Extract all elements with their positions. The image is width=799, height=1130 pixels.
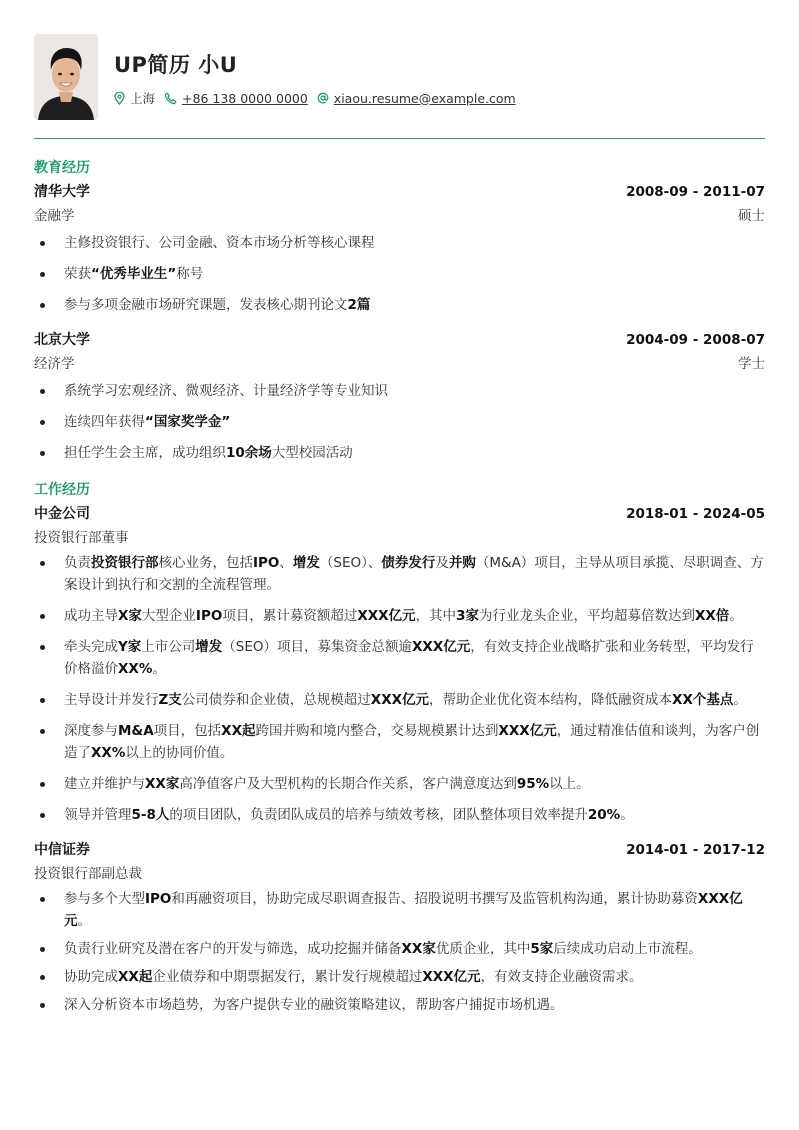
bullet-text: ，有效支持企业融资需求。 <box>480 969 643 985</box>
bullet-text: 领导并管理 <box>64 807 132 823</box>
bullet-text: 项目，累计募资额超过 <box>222 608 358 624</box>
bullet-emphasis: 增发 <box>292 555 320 571</box>
bullet-emphasis: 5-8人 <box>131 807 170 823</box>
bullet-text: 企业债券和中期票据发行，累计发行规模超过 <box>152 969 423 985</box>
bullet-emphasis: X家 <box>118 608 142 624</box>
bullet-text: 高净值客户及大型机构的长期合作关系，客户满意度达到 <box>179 776 517 792</box>
bullet-item <box>34 552 765 596</box>
entry-dates: 2014-01 - 2017-12 <box>626 842 765 858</box>
email-link[interactable]: xiaou.resume@example.com <box>333 90 516 106</box>
bullet-item <box>34 689 765 711</box>
bullet-emphasis: 债券发行 <box>381 555 436 571</box>
header-info <box>114 34 525 107</box>
bullet-text: 和再融资项目，协助完成尽职调查报告、招股说明书撰写及监管机构沟通，累计协助募资 <box>171 891 698 907</box>
bullet-text: 为行业龙头企业，平均超募倍数达到 <box>478 608 695 624</box>
bullet-emphasis: Y家 <box>118 639 142 655</box>
entry-sub-row <box>34 352 765 372</box>
candidate-name: UP简历 小U <box>114 53 238 77</box>
bullet-text: ，通过精准估值和谈判，为客户创造了 <box>64 723 760 761</box>
bullet-text: 上市公司 <box>141 639 196 655</box>
bullet-item <box>34 938 765 960</box>
bullet-emphasis: IPO <box>145 891 172 907</box>
avatar <box>34 34 98 120</box>
entry-dates: 2008-09 - 2011-07 <box>626 184 765 200</box>
bullet-text: 称号 <box>176 266 204 282</box>
bullet-emphasis: XXX亿元 <box>498 723 557 739</box>
resume-header <box>34 34 765 120</box>
bullet-text: 跨国并购和境内整合，交易规模累计达到 <box>255 723 499 739</box>
resume-page <box>34 34 765 1016</box>
bullet-text: 的项目团队，负责团队成员的培养与绩效考核，团队整体项目效率提升 <box>169 807 588 823</box>
bullet-item <box>34 442 765 464</box>
bullet-text: 建立并维护与 <box>64 776 145 792</box>
bullet-emphasis: XX家 <box>401 941 436 957</box>
degree: 硕士 <box>738 208 765 224</box>
bullet-text: 深入分析资本市场趋势，为客户提供专业的融资策略建议，帮助客户捕捉市场机遇。 <box>64 997 564 1013</box>
bullet-emphasis: XX% <box>91 745 126 761</box>
bullet-emphasis: XX倍 <box>694 608 730 624</box>
education-entry-tsinghua <box>34 181 765 316</box>
entry-dates: 2018-01 - 2024-05 <box>626 506 765 522</box>
company-name: 中金公司 <box>34 506 90 522</box>
email-item[interactable] <box>317 91 516 106</box>
bullet-emphasis: XXX亿元 <box>357 608 416 624</box>
phone-item[interactable] <box>164 91 308 106</box>
major: 金融学 <box>34 208 75 224</box>
bullet-emphasis: Z支 <box>158 692 182 708</box>
bullet-emphasis: XXX亿元 <box>64 891 743 929</box>
bullet-text: 系统学习宏观经济、微观经济、计量经济学等专业知识 <box>64 383 388 399</box>
bullet-emphasis: XX个基点 <box>672 692 734 708</box>
education-entry-pku <box>34 329 765 464</box>
phone-link[interactable]: +86 138 0000 0000 <box>182 90 308 106</box>
bullet-item <box>34 411 765 433</box>
entry-sub-row <box>34 204 765 224</box>
education-section <box>34 157 765 464</box>
work-entry-citic <box>34 839 765 1016</box>
bullet-emphasis: XX起 <box>221 723 256 739</box>
bullet-text: 担任学生会主席，成功组织 <box>64 445 226 461</box>
bullet-text: 深度参与 <box>64 723 118 739</box>
bullet-text: 。 <box>620 807 634 823</box>
bullet-text: 以上的协同价值。 <box>125 745 234 761</box>
bullet-text: （SEO）、 <box>319 555 382 571</box>
bullet-emphasis: XX% <box>118 661 153 677</box>
bullet-emphasis: 10余场 <box>226 445 272 461</box>
bullet-list <box>34 552 765 826</box>
bullet-text: 协助完成 <box>64 969 118 985</box>
bullet-text: 、 <box>279 555 293 571</box>
education-section-title: 教育经历 <box>34 160 90 176</box>
bullet-emphasis: 5家 <box>530 941 554 957</box>
entry-sub-row <box>34 862 765 882</box>
bullet-text: 荣获 <box>64 266 91 282</box>
bullet-item <box>34 232 765 254</box>
bullet-text: 。 <box>152 661 166 677</box>
location-text: 上海 <box>130 91 156 106</box>
bullet-text: 。 <box>729 608 743 624</box>
bullet-emphasis: IPO <box>195 608 223 624</box>
bullet-text: 。 <box>733 692 747 708</box>
bullet-item <box>34 605 765 627</box>
bullet-item <box>34 380 765 402</box>
bullet-item <box>34 994 765 1016</box>
bullet-text: 参与多项金融市场研究课题，发表核心期刊论文 <box>64 297 348 313</box>
bullet-list <box>34 232 765 316</box>
bullet-item <box>34 720 765 764</box>
work-section-title: 工作经历 <box>34 482 90 498</box>
work-entry-cicc <box>34 503 765 826</box>
bullet-text: ，其中 <box>415 608 457 624</box>
degree: 学士 <box>738 356 765 372</box>
bullet-emphasis: 3家 <box>456 608 479 624</box>
bullet-text: 连续四年获得 <box>64 414 145 430</box>
company-name: 中信证券 <box>34 842 90 858</box>
entry-dates: 2004-09 - 2008-07 <box>626 332 765 348</box>
bullet-emphasis: XXX亿元 <box>370 692 430 708</box>
bullet-text: 主导设计并发行 <box>64 692 159 708</box>
location-item <box>114 89 155 107</box>
major: 经济学 <box>34 356 75 372</box>
bullet-item <box>34 966 765 988</box>
position: 投资银行部副总裁 <box>34 866 142 882</box>
bullet-text: 大型校园活动 <box>271 445 353 461</box>
bullet-emphasis: XXX亿元 <box>422 969 481 985</box>
bullet-text: 公司债券和企业债，总规模超过 <box>181 692 371 708</box>
entry-sub-row <box>34 526 765 546</box>
bullet-list <box>34 380 765 464</box>
bullet-text: 主修投资银行、公司金融、资本市场分析等核心课程 <box>64 235 375 251</box>
bullet-text: 牵头完成 <box>64 639 118 655</box>
bullet-text: 核心业务，包括 <box>158 555 253 571</box>
bullet-text: （SEO）项目，募集资金总额逾 <box>222 639 413 655</box>
bullet-emphasis: 20% <box>587 807 621 823</box>
work-section <box>34 479 765 1016</box>
bullet-item <box>34 888 765 932</box>
avatar-photo <box>34 34 98 120</box>
bullet-item <box>34 294 765 316</box>
bullet-emphasis: 投资银行部 <box>91 555 159 571</box>
bullet-item <box>34 773 765 795</box>
bullet-item <box>34 263 765 285</box>
bullet-text: 负责行业研究及潜在客户的开发与筛选，成功挖掘并储备 <box>64 941 402 957</box>
bullet-emphasis: IPO <box>253 555 280 571</box>
bullet-text: 。 <box>77 913 91 929</box>
bullet-emphasis: 并购 <box>448 555 476 571</box>
bullet-text: 负责 <box>64 555 91 571</box>
bullet-emphasis: M&A <box>118 723 154 739</box>
location-pin-icon <box>114 92 125 105</box>
bullet-text: 后续成功启动上市流程。 <box>553 941 702 957</box>
bullet-emphasis: “国家奖学金” <box>145 414 231 430</box>
bullet-text: 优质企业，其中 <box>435 941 531 957</box>
bullet-item <box>34 804 765 826</box>
entry-heading-row <box>34 329 765 349</box>
contact-line <box>114 89 525 107</box>
phone-icon <box>164 92 177 105</box>
entry-heading-row <box>34 503 765 523</box>
bullet-text: 参与多个大型 <box>64 891 145 907</box>
at-sign-icon <box>317 92 329 104</box>
entry-heading-row <box>34 181 765 201</box>
bullet-emphasis: XX起 <box>118 969 153 985</box>
entry-heading-row <box>34 839 765 859</box>
bullet-emphasis: XX家 <box>145 776 180 792</box>
bullet-text: 以上。 <box>549 776 590 792</box>
header-divider <box>34 138 765 139</box>
bullet-emphasis: 增发 <box>195 639 223 655</box>
bullet-item <box>34 636 765 680</box>
bullet-text: ，帮助企业优化资本结构，降低融资成本 <box>429 692 673 708</box>
position: 投资银行部董事 <box>34 530 129 546</box>
bullet-emphasis: 2篇 <box>347 297 371 313</box>
bullet-text: 项目，包括 <box>153 723 222 739</box>
bullet-text: 成功主导 <box>64 608 118 624</box>
bullet-text: （M&A）项目，主导从项目承揽、尽职调查、方案设计到执行和交割的全流程管理。 <box>64 555 764 593</box>
bullet-emphasis: “优秀毕业生” <box>91 266 177 282</box>
bullet-text: ，有效支持企业战略扩张和业务转型，平均发行价格溢价 <box>64 639 754 677</box>
bullet-text: 大型企业 <box>141 608 196 624</box>
bullet-emphasis: 95% <box>516 776 550 792</box>
bullet-text: 及 <box>435 555 449 571</box>
school-name: 清华大学 <box>34 184 90 200</box>
bullet-emphasis: XXX亿元 <box>412 639 471 655</box>
bullet-list <box>34 888 765 1016</box>
school-name: 北京大学 <box>34 332 90 348</box>
